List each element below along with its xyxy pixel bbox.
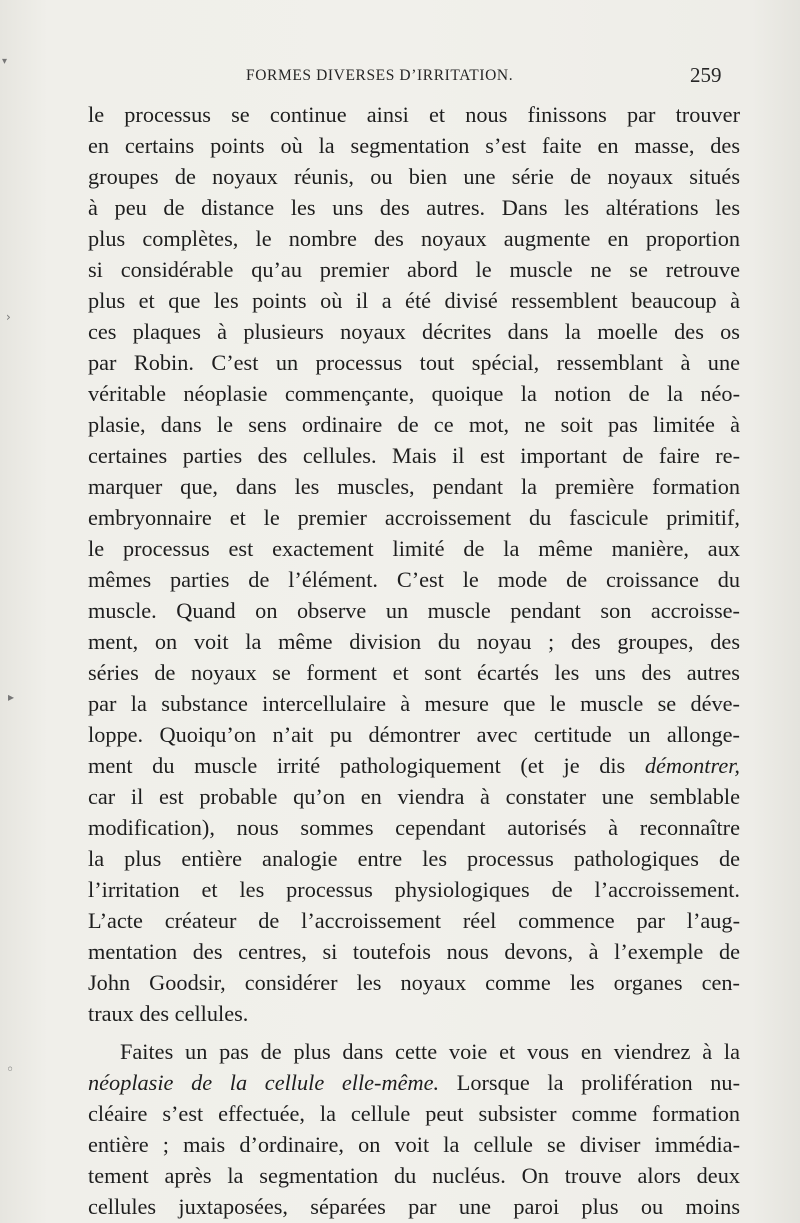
emphasis-text: néoplasie de la cellule elle-même.: [88, 1070, 440, 1095]
text-line: en certains points où la segmentation s’est faite en masse, des: [88, 133, 740, 158]
text-line: marquer que, dans les muscles, pendant la première formation: [88, 474, 740, 499]
text-segment: ment du muscle irrité pathologiquement (et je dis: [88, 753, 645, 778]
page-header: [0, 64, 800, 88]
text-segment: Lorsque la prolifération nu-: [439, 1070, 740, 1095]
text-line: mentation des centres, si toutefois nous devons, à l’exemple de: [88, 939, 740, 964]
text-line: tement après la segmentation du nucléus. On trouve alors deux: [88, 1163, 740, 1188]
text-line: véritable néoplasie commençante, quoique la notion de la néo-: [88, 381, 740, 406]
text-line: L’acte créateur de l’accroissement réel commence par l’aug-: [88, 908, 740, 933]
text-line: John Goodsir, considérer les noyaux comme les organes cen-: [88, 970, 740, 995]
text-line: certaines parties des cellules. Mais il est important de faire re-: [88, 443, 740, 468]
text-line: loppe. Quoiqu’on n’ait pu démontrer avec certitude un allonge-: [88, 722, 740, 747]
text-line: plus complètes, le nombre des noyaux augmente en proportion: [88, 226, 740, 251]
margin-mark-icon: ▾: [2, 56, 8, 67]
text-line: modification), nous sommes cependant autorisés à reconnaître: [88, 815, 740, 840]
text-line: l’irritation et les processus physiologiques de l’accroissement.: [88, 877, 740, 902]
margin-mark-icon: ◦: [6, 1062, 15, 1078]
emphasis-text: démontrer,: [644, 753, 740, 778]
text-line: car il est probable qu’on en viendra à constater une semblable: [88, 784, 740, 809]
margin-mark-icon: ▸: [8, 690, 15, 704]
text-line: ces plaques à plusieurs noyaux décrites dans la moelle des os: [88, 319, 740, 344]
paragraph: [88, 1036, 740, 1222]
text-line: plus et que les points où il a été divisé ressemblent beaucoup à: [88, 288, 740, 313]
text-line: embryonnaire et le premier accroissement du fascicule primitif,: [88, 505, 740, 530]
text-line: plasie, dans le sens ordinaire de ce mot, ne soit pas limitée à: [88, 412, 740, 437]
text-line: mêmes parties de l’élément. C’est le mode de croissance du: [88, 567, 740, 592]
text-line: par la substance intercellulaire à mesure que le muscle se déve-: [88, 691, 740, 716]
body-text: [88, 99, 740, 1222]
page-number: 259: [690, 63, 722, 87]
text-line: groupes de noyaux réunis, ou bien une série de noyaux situés: [88, 164, 740, 189]
text-line: le processus est exactement limité de la même manière, aux: [88, 536, 740, 561]
text-line: par Robin. C’est un processus tout spécial, ressemblant à une: [88, 350, 740, 375]
text-line: si considérable qu’au premier abord le muscle ne se retrouve: [88, 257, 740, 282]
text-line: ment, on voit la même division du noyau ; des groupes, des: [88, 629, 740, 654]
text-line: cellules juxtaposées, séparées par une paroi plus ou moins: [88, 1194, 740, 1219]
text-line: la plus entière analogie entre les processus pathologiques de: [88, 846, 740, 871]
paragraph: [88, 99, 740, 1029]
text-line: [88, 750, 740, 781]
text-line: cléaire s’est effectuée, la cellule peut subsister comme formation: [88, 1101, 740, 1126]
text-line: muscle. Quand on observe un muscle pendant son accroisse-: [88, 598, 740, 623]
text-line: traux des cellules.: [88, 1001, 249, 1026]
text-line: entière ; mais d’ordinaire, on voit la cellule se diviser immédia-: [88, 1132, 740, 1157]
running-title: FORMES DIVERSES D’IRRITATION.: [246, 67, 514, 84]
text-line: [88, 1067, 740, 1098]
margin-mark-icon: ›: [6, 310, 11, 324]
text-line: à peu de distance les uns des autres. Dans les altérations les: [88, 195, 740, 220]
text-line: le processus se continue ainsi et nous finissons par trouver: [88, 102, 740, 127]
text-line: Faites un pas de plus dans cette voie et vous en viendrez à la: [120, 1039, 740, 1064]
text-line: séries de noyaux se forment et sont écartés les uns des autres: [88, 660, 740, 685]
